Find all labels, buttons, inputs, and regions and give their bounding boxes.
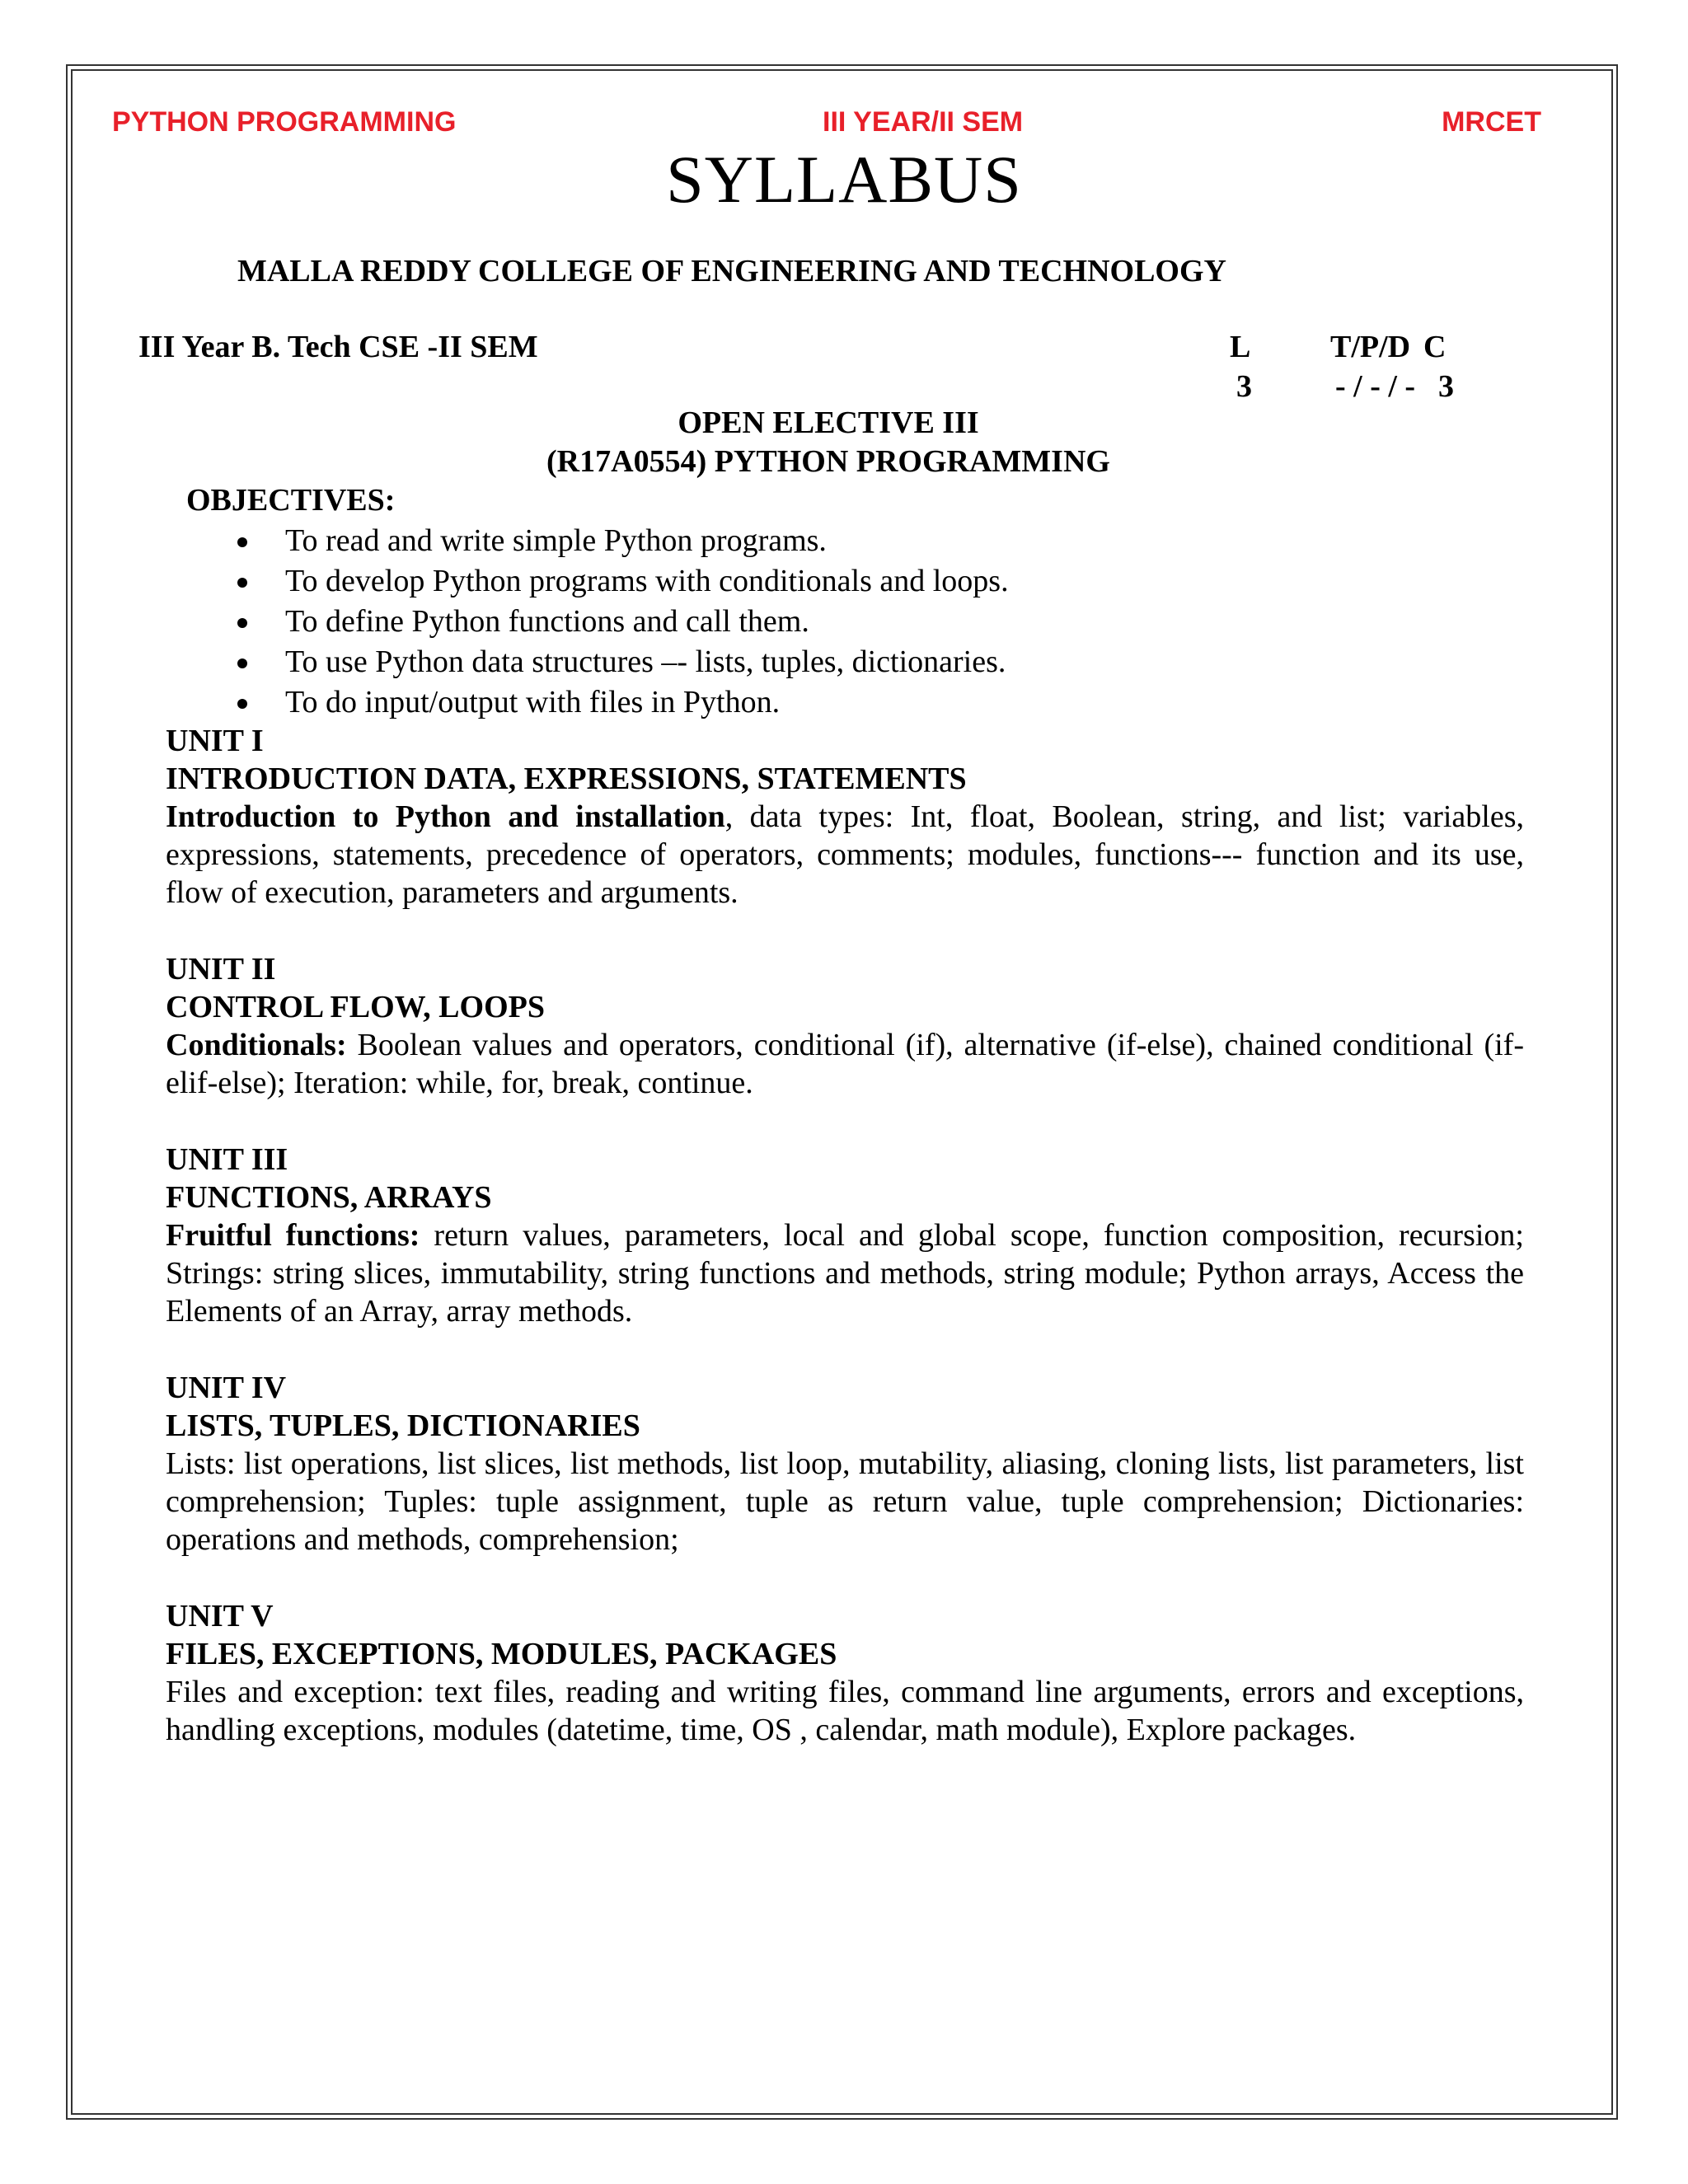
unit-lead: Introduction to Python and installation xyxy=(166,799,725,834)
unit-body xyxy=(166,1673,1524,1749)
page-title: SYLLABUS xyxy=(666,142,1022,217)
unit-text: Lists: list operations, list slices, list methods, list loop, mutability, aliasing, cloning lists, list parameters, list comprehension; Tuples: tuple assignment, tuple as return value, tuple comprehension; Dictionaries: operations and methods, comprehension; xyxy=(166,1446,1524,1557)
ltpc-l-header: L xyxy=(1230,330,1251,364)
unit-body xyxy=(166,1445,1524,1558)
objective-item: To read and write simple Python programs. xyxy=(231,521,1009,561)
unit-1 xyxy=(166,722,1524,912)
objectives-list xyxy=(231,521,1009,723)
unit-title: FUNCTIONS, ARRAYS xyxy=(166,1180,492,1215)
unit-2 xyxy=(166,950,1524,1102)
ltpc-l-value: 3 xyxy=(1236,369,1252,404)
unit-text: , data types: Int, float, Boolean, string, and list; variables, expressions, statements, precedence of operators, comments; modules, functions--- function and its use, flow of execution, parameters and arguments. xyxy=(166,799,1524,910)
ltpc-tpd-header: T/P/D xyxy=(1330,330,1411,364)
unit-label: UNIT II xyxy=(166,952,276,987)
unit-label: UNIT I xyxy=(166,724,264,758)
objective-item: To define Python functions and call them. xyxy=(231,602,1009,642)
unit-lead: Fruitful functions: xyxy=(166,1218,420,1253)
unit-label: UNIT IV xyxy=(166,1371,287,1405)
objective-item: To use Python data structures –- lists, tuples, dictionaries. xyxy=(231,642,1009,682)
elective-title: OPEN ELECTIVE III xyxy=(678,405,979,440)
unit-label: UNIT III xyxy=(166,1142,288,1177)
unit-3 xyxy=(166,1141,1524,1330)
header-subject: PYTHON PROGRAMMING xyxy=(112,106,457,138)
header-institution: MRCET xyxy=(1442,106,1541,138)
college-name: MALLA REDDY COLLEGE OF ENGINEERING AND TECHNOLOGY xyxy=(237,254,1226,288)
unit-body xyxy=(166,798,1524,912)
objectives-heading: OBJECTIVES: xyxy=(186,483,396,518)
ltpc-tpd-value: - / - / - xyxy=(1335,369,1416,404)
unit-5 xyxy=(166,1597,1524,1749)
unit-text: Files and exception: text files, reading and writing files, command line arguments, errors and exceptions, handling exceptions, modules (datetime, time, OS , calendar, math module), Explore packages. xyxy=(166,1675,1524,1747)
unit-title: LISTS, TUPLES, DICTIONARIES xyxy=(166,1408,640,1443)
header-year-sem: III YEAR/II SEM xyxy=(823,106,1024,138)
unit-title: FILES, EXCEPTIONS, MODULES, PACKAGES xyxy=(166,1637,837,1671)
unit-text: Boolean values and operators, conditional (if), alternative (if-else), chained conditional (if-elif-else); Iteration: while, for, break, continue. xyxy=(166,1028,1524,1100)
unit-title: CONTROL FLOW, LOOPS xyxy=(166,990,545,1024)
unit-title: INTRODUCTION DATA, EXPRESSIONS, STATEMENTS xyxy=(166,762,967,796)
unit-text: return values, parameters, local and global scope, function composition, recursion; Strings: string slices, immutability, string functions and methods, string module; Python arrays, Access the Elements of an Array, array methods. xyxy=(166,1218,1524,1329)
course-code-title: (R17A0554) PYTHON PROGRAMMING xyxy=(546,444,1110,479)
course-year-line: III Year B. Tech CSE -II SEM xyxy=(138,330,538,364)
ltpc-c-header: C xyxy=(1423,330,1447,364)
ltpc-c-value: 3 xyxy=(1438,369,1454,404)
objective-item: To do input/output with files in Python. xyxy=(231,682,1009,723)
unit-body xyxy=(166,1026,1524,1102)
unit-label: UNIT V xyxy=(166,1599,274,1633)
objective-item: To develop Python programs with conditionals and loops. xyxy=(231,561,1009,602)
unit-lead: Conditionals: xyxy=(166,1028,347,1062)
unit-body xyxy=(166,1216,1524,1330)
unit-4 xyxy=(166,1369,1524,1558)
